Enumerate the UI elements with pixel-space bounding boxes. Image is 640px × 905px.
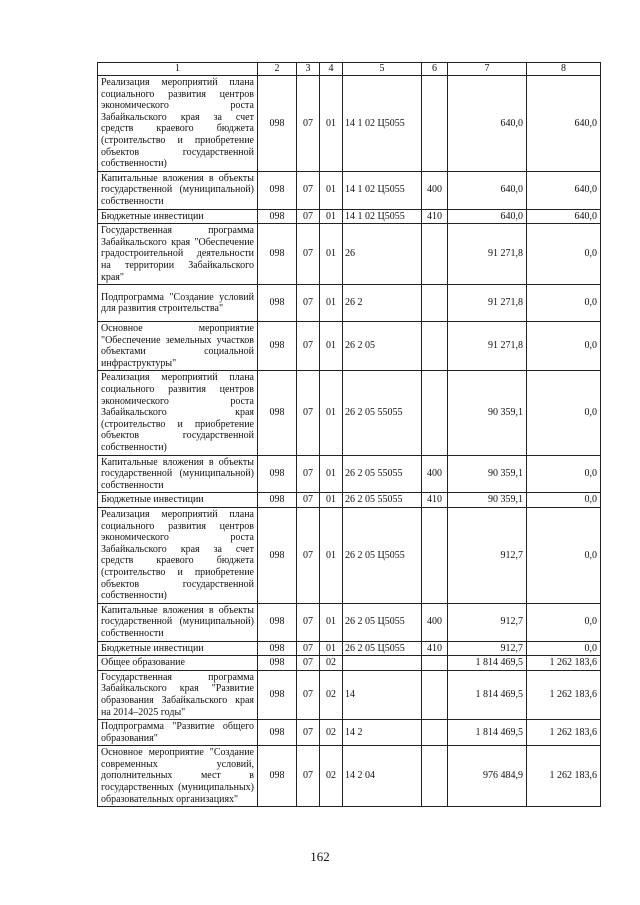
row-expense-type: 410 [422,641,448,656]
row-section: 07 [297,603,320,641]
row-section: 07 [297,322,320,371]
row-section: 07 [297,720,320,746]
row-description: Реализация мероприятий плана социального развития центров экономического роста Забайкальского края (строительство и приобретение объектов государственной собственности) [98,371,258,455]
row-subsection: 01 [320,455,343,493]
column-header: 7 [448,63,527,76]
row-amount-year2: 640,0 [527,76,601,172]
table-row [98,720,601,746]
row-description: Капитальные вложения в объекты государственной (муниципальной) собственности [98,603,258,641]
table-row [98,322,601,371]
row-amount-year1: 976 484,9 [448,746,527,807]
row-subsection: 01 [320,508,343,604]
row-amount-year2: 640,0 [527,209,601,224]
row-target-article: 14 1 02 Ц5055 [343,171,422,209]
row-amount-year1: 91 271,8 [448,285,527,322]
row-expense-type [422,76,448,172]
row-target-article: 26 2 05 Ц5055 [343,641,422,656]
row-description: Бюджетные инвестиции [98,641,258,656]
row-target-article: 14 1 02 Ц5055 [343,209,422,224]
row-amount-year1: 912,7 [448,641,527,656]
row-subsection: 02 [320,746,343,807]
row-expense-type [422,720,448,746]
table-row [98,508,601,604]
row-admin-code: 098 [258,670,297,719]
row-amount-year1: 912,7 [448,508,527,604]
row-amount-year2: 0,0 [527,641,601,656]
row-expense-type [422,656,448,671]
row-amount-year1: 640,0 [448,76,527,172]
row-subsection: 01 [320,641,343,656]
column-header: 8 [527,63,601,76]
row-admin-code: 098 [258,455,297,493]
row-target-article: 26 2 05 [343,322,422,371]
row-subsection: 01 [320,493,343,508]
row-target-article: 14 2 [343,720,422,746]
column-header: 2 [258,63,297,76]
row-target-article: 26 2 05 Ц5055 [343,508,422,604]
row-description: Бюджетные инвестиции [98,493,258,508]
row-description: Капитальные вложения в объекты государственной (муниципальной) собственности [98,455,258,493]
table-row [98,603,601,641]
row-section: 07 [297,746,320,807]
row-section: 07 [297,209,320,224]
row-section: 07 [297,641,320,656]
row-amount-year1: 90 359,1 [448,455,527,493]
row-description: Государственная программа Забайкальского края "Развитие образования Забайкальского края на 2014–2025 годы" [98,670,258,719]
row-amount-year2: 0,0 [527,371,601,455]
table-row [98,171,601,209]
row-amount-year1: 1 814 469,5 [448,670,527,719]
row-admin-code: 098 [258,641,297,656]
row-amount-year2: 0,0 [527,508,601,604]
row-expense-type [422,746,448,807]
row-subsection: 01 [320,285,343,322]
row-subsection: 01 [320,371,343,455]
row-admin-code: 098 [258,171,297,209]
row-subsection: 01 [320,209,343,224]
row-description: Бюджетные инвестиции [98,209,258,224]
row-description: Реализация мероприятий плана социального развития центров экономического роста Забайкальского края за счет средств краевого бюджета (строительство и приобретение объектов государственной собственности) [98,508,258,604]
column-header: 6 [422,63,448,76]
row-expense-type: 400 [422,171,448,209]
table-row [98,285,601,322]
page-number: 162 [310,849,330,864]
row-description: Подпрограмма "Развитие общего образования" [98,720,258,746]
row-expense-type [422,285,448,322]
row-section: 07 [297,493,320,508]
table-row [98,746,601,807]
row-target-article: 26 2 05 Ц5055 [343,603,422,641]
row-admin-code: 098 [258,224,297,285]
row-amount-year1: 91 271,8 [448,322,527,371]
row-admin-code: 098 [258,209,297,224]
row-target-article: 26 2 [343,285,422,322]
row-amount-year2: 0,0 [527,455,601,493]
row-target-article: 26 2 05 55055 [343,493,422,508]
table-row [98,224,601,285]
row-description: Основное мероприятие "Создание современных условий, дополнительных мест в государственных (муниципальных) образовательных организациях" [98,746,258,807]
row-amount-year1: 1 814 469,5 [448,656,527,671]
row-amount-year2: 1 262 183,6 [527,746,601,807]
column-header: 1 [98,63,258,76]
table-row [98,656,601,671]
row-admin-code: 098 [258,322,297,371]
row-subsection: 01 [320,76,343,172]
row-admin-code: 098 [258,603,297,641]
row-section: 07 [297,76,320,172]
row-admin-code: 098 [258,371,297,455]
row-amount-year1: 91 271,8 [448,224,527,285]
row-amount-year2: 0,0 [527,603,601,641]
row-subsection: 02 [320,720,343,746]
row-subsection: 01 [320,171,343,209]
row-section: 07 [297,171,320,209]
table-row [98,76,601,172]
row-description: Капитальные вложения в объекты государственной (муниципальной) собственности [98,171,258,209]
row-amount-year2: 0,0 [527,493,601,508]
row-amount-year1: 640,0 [448,209,527,224]
column-header: 5 [343,63,422,76]
row-target-article [343,656,422,671]
row-amount-year1: 90 359,1 [448,493,527,508]
row-section: 07 [297,371,320,455]
row-subsection: 02 [320,670,343,719]
table-body [98,63,601,807]
row-expense-type: 410 [422,209,448,224]
row-description: Общее образование [98,656,258,671]
row-description: Подпрограмма "Создание условий для развития строительства" [98,285,258,322]
row-target-article: 26 2 05 55055 [343,455,422,493]
row-admin-code: 098 [258,746,297,807]
row-section: 07 [297,455,320,493]
row-admin-code: 098 [258,720,297,746]
row-expense-type [422,224,448,285]
row-amount-year2: 640,0 [527,171,601,209]
row-amount-year2: 1 262 183,6 [527,656,601,671]
row-description: Реализация мероприятий плана социального развития центров экономического роста Забайкальского края за счет средств краевого бюджета (строительство и приобретение объектов государственной собственности) [98,76,258,172]
row-expense-type [422,371,448,455]
row-amount-year1: 90 359,1 [448,371,527,455]
row-admin-code: 098 [258,285,297,322]
row-section: 07 [297,670,320,719]
column-header: 4 [320,63,343,76]
row-target-article: 26 2 05 55055 [343,371,422,455]
row-section: 07 [297,656,320,671]
table-row [98,371,601,455]
row-subsection: 01 [320,224,343,285]
row-amount-year1: 1 814 469,5 [448,720,527,746]
row-expense-type: 400 [422,603,448,641]
row-target-article: 26 [343,224,422,285]
row-section: 07 [297,224,320,285]
row-expense-type [422,508,448,604]
row-subsection: 02 [320,656,343,671]
row-section: 07 [297,508,320,604]
row-amount-year2: 1 262 183,6 [527,670,601,719]
row-amount-year2: 0,0 [527,285,601,322]
row-target-article: 14 [343,670,422,719]
row-amount-year1: 912,7 [448,603,527,641]
column-header: 3 [297,63,320,76]
table-row [98,209,601,224]
table-row [98,493,601,508]
row-admin-code: 098 [258,76,297,172]
budget-table [97,62,601,807]
table-row [98,455,601,493]
row-admin-code: 098 [258,508,297,604]
table-row [98,641,601,656]
row-amount-year2: 0,0 [527,322,601,371]
table-row [98,670,601,719]
row-expense-type [422,670,448,719]
row-description: Основное мероприятие "Обеспечение земельных участков объектами социальной инфраструктуры" [98,322,258,371]
row-description: Государственная программа Забайкальского края "Обеспечение градостроительной деятельности на территории Забайкальского края" [98,224,258,285]
row-section: 07 [297,285,320,322]
row-amount-year1: 640,0 [448,171,527,209]
row-subsection: 01 [320,603,343,641]
row-amount-year2: 0,0 [527,224,601,285]
header-row [98,63,601,76]
row-expense-type: 410 [422,493,448,508]
row-subsection: 01 [320,322,343,371]
row-target-article: 14 2 04 [343,746,422,807]
row-admin-code: 098 [258,493,297,508]
row-amount-year2: 1 262 183,6 [527,720,601,746]
row-expense-type: 400 [422,455,448,493]
row-expense-type [422,322,448,371]
row-admin-code: 098 [258,656,297,671]
row-target-article: 14 1 02 Ц5055 [343,76,422,172]
